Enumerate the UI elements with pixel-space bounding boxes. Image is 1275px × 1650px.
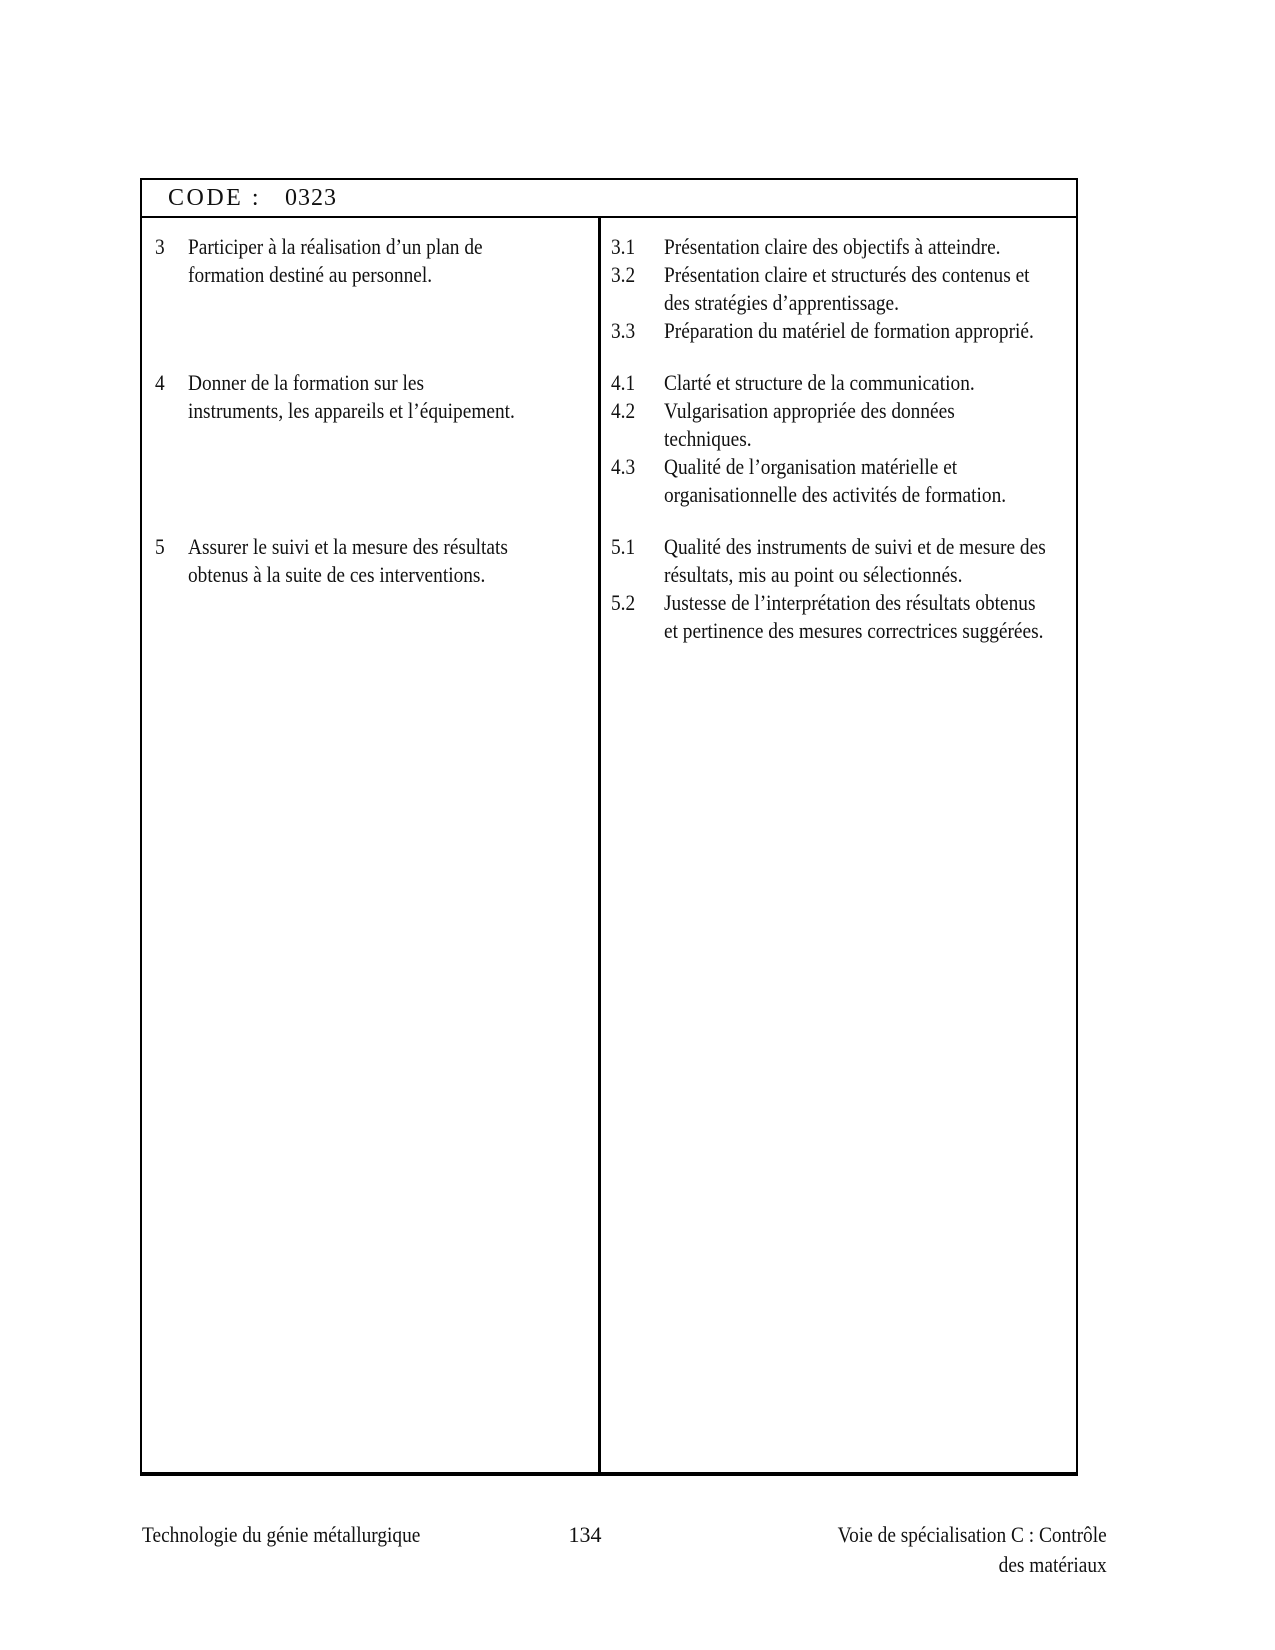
criteria-cell: [601, 369, 1076, 509]
criterion-item: [611, 369, 1076, 397]
criterion-text: [664, 397, 994, 453]
task-cell: [142, 233, 601, 345]
footer-page-number: 134: [568, 1522, 602, 1547]
criterion-item: [611, 233, 1076, 261]
footer-section-line2: des matériaux: [998, 1552, 1107, 1577]
criterion-line: Clarté et structure de la communication.: [664, 370, 975, 395]
task-row: [142, 533, 1076, 645]
task-number: 4: [155, 370, 165, 395]
code-header-row: [142, 180, 1076, 218]
criterion-item: [611, 317, 1076, 345]
criterion-text: [664, 261, 1076, 317]
criterion-number: 5.2: [611, 590, 636, 615]
criterion-number: 3.3: [611, 318, 636, 343]
criterion-item: [611, 533, 1076, 589]
criterion-line: techniques.: [664, 426, 752, 451]
task-line: Participer à la réalisation d’un plan de: [188, 234, 483, 259]
criterion-number: 3.2: [611, 262, 636, 287]
criterion-line: Présentation claire et structurés des contenus et: [664, 262, 1030, 287]
criterion-item: [611, 453, 1076, 509]
criterion-item: [611, 397, 1076, 453]
task-text: [188, 369, 559, 425]
criteria-cell: [601, 233, 1076, 345]
task-cell: [142, 533, 601, 645]
task-row: [142, 369, 1076, 509]
criterion-text: [664, 317, 1076, 345]
code-label: CODE :: [168, 184, 261, 211]
criterion-line: Préparation du matériel de formation approprié.: [664, 318, 1034, 343]
task-number: 3: [155, 234, 165, 259]
criterion-line: des stratégies d’apprentissage.: [664, 290, 899, 315]
criterion-text: [664, 233, 1046, 261]
criterion-item: [611, 261, 1076, 317]
criterion-item: [611, 589, 1076, 645]
task-line: formation destiné au personnel.: [188, 262, 433, 287]
task-line: Assurer le suivi et la mesure des résultats: [188, 534, 508, 559]
footer-section-title: [801, 1520, 1107, 1580]
criterion-line: Justesse de l’interprétation des résultats obtenus: [664, 590, 1036, 615]
page-footer: [142, 1520, 1107, 1590]
task-row: [142, 233, 1076, 345]
criterion-number: 5.1: [611, 534, 636, 559]
task-text: [188, 233, 523, 289]
task-line: Donner de la formation sur les: [188, 370, 425, 395]
column-divider: [598, 218, 601, 1472]
criterion-line: Présentation claire des objectifs à atteindre.: [664, 234, 1001, 259]
task-number: 5: [155, 534, 165, 559]
criterion-line: organisationnelle des activités de formation.: [664, 482, 1007, 507]
criterion-number: 3.1: [611, 234, 636, 259]
criterion-number: 4.1: [611, 370, 636, 395]
task-text: [188, 533, 552, 589]
task-line: obtenus à la suite de ces interventions.: [188, 562, 486, 587]
criterion-number: 4.3: [611, 454, 636, 479]
table-body: [142, 218, 1076, 1472]
footer-document-title: Technologie du génie métallurgique: [142, 1522, 421, 1547]
criterion-text: [664, 533, 1076, 589]
criterion-line: Qualité des instruments de suivi et de mesure des: [664, 534, 1046, 559]
criterion-line: résultats, mis au point ou sélectionnés.: [664, 562, 963, 587]
rows-container: [142, 233, 1076, 645]
code-table: [140, 178, 1078, 1476]
code-value: 0323: [285, 184, 337, 211]
criterion-text: [664, 453, 1053, 509]
criterion-text: [664, 369, 1017, 397]
criterion-text: [664, 589, 1076, 645]
criterion-line: Qualité de l’organisation matérielle et: [664, 454, 958, 479]
criterion-number: 4.2: [611, 398, 636, 423]
footer-section-line1: Voie de spécialisation C : Contrôle: [837, 1522, 1107, 1547]
task-cell: [142, 369, 601, 509]
criteria-cell: [601, 533, 1076, 645]
criterion-line: et pertinence des mesures correctrices suggérées.: [664, 618, 1044, 643]
task-line: instruments, les appareils et l’équipement.: [188, 398, 515, 423]
criterion-line: Vulgarisation appropriée des données: [664, 398, 955, 423]
